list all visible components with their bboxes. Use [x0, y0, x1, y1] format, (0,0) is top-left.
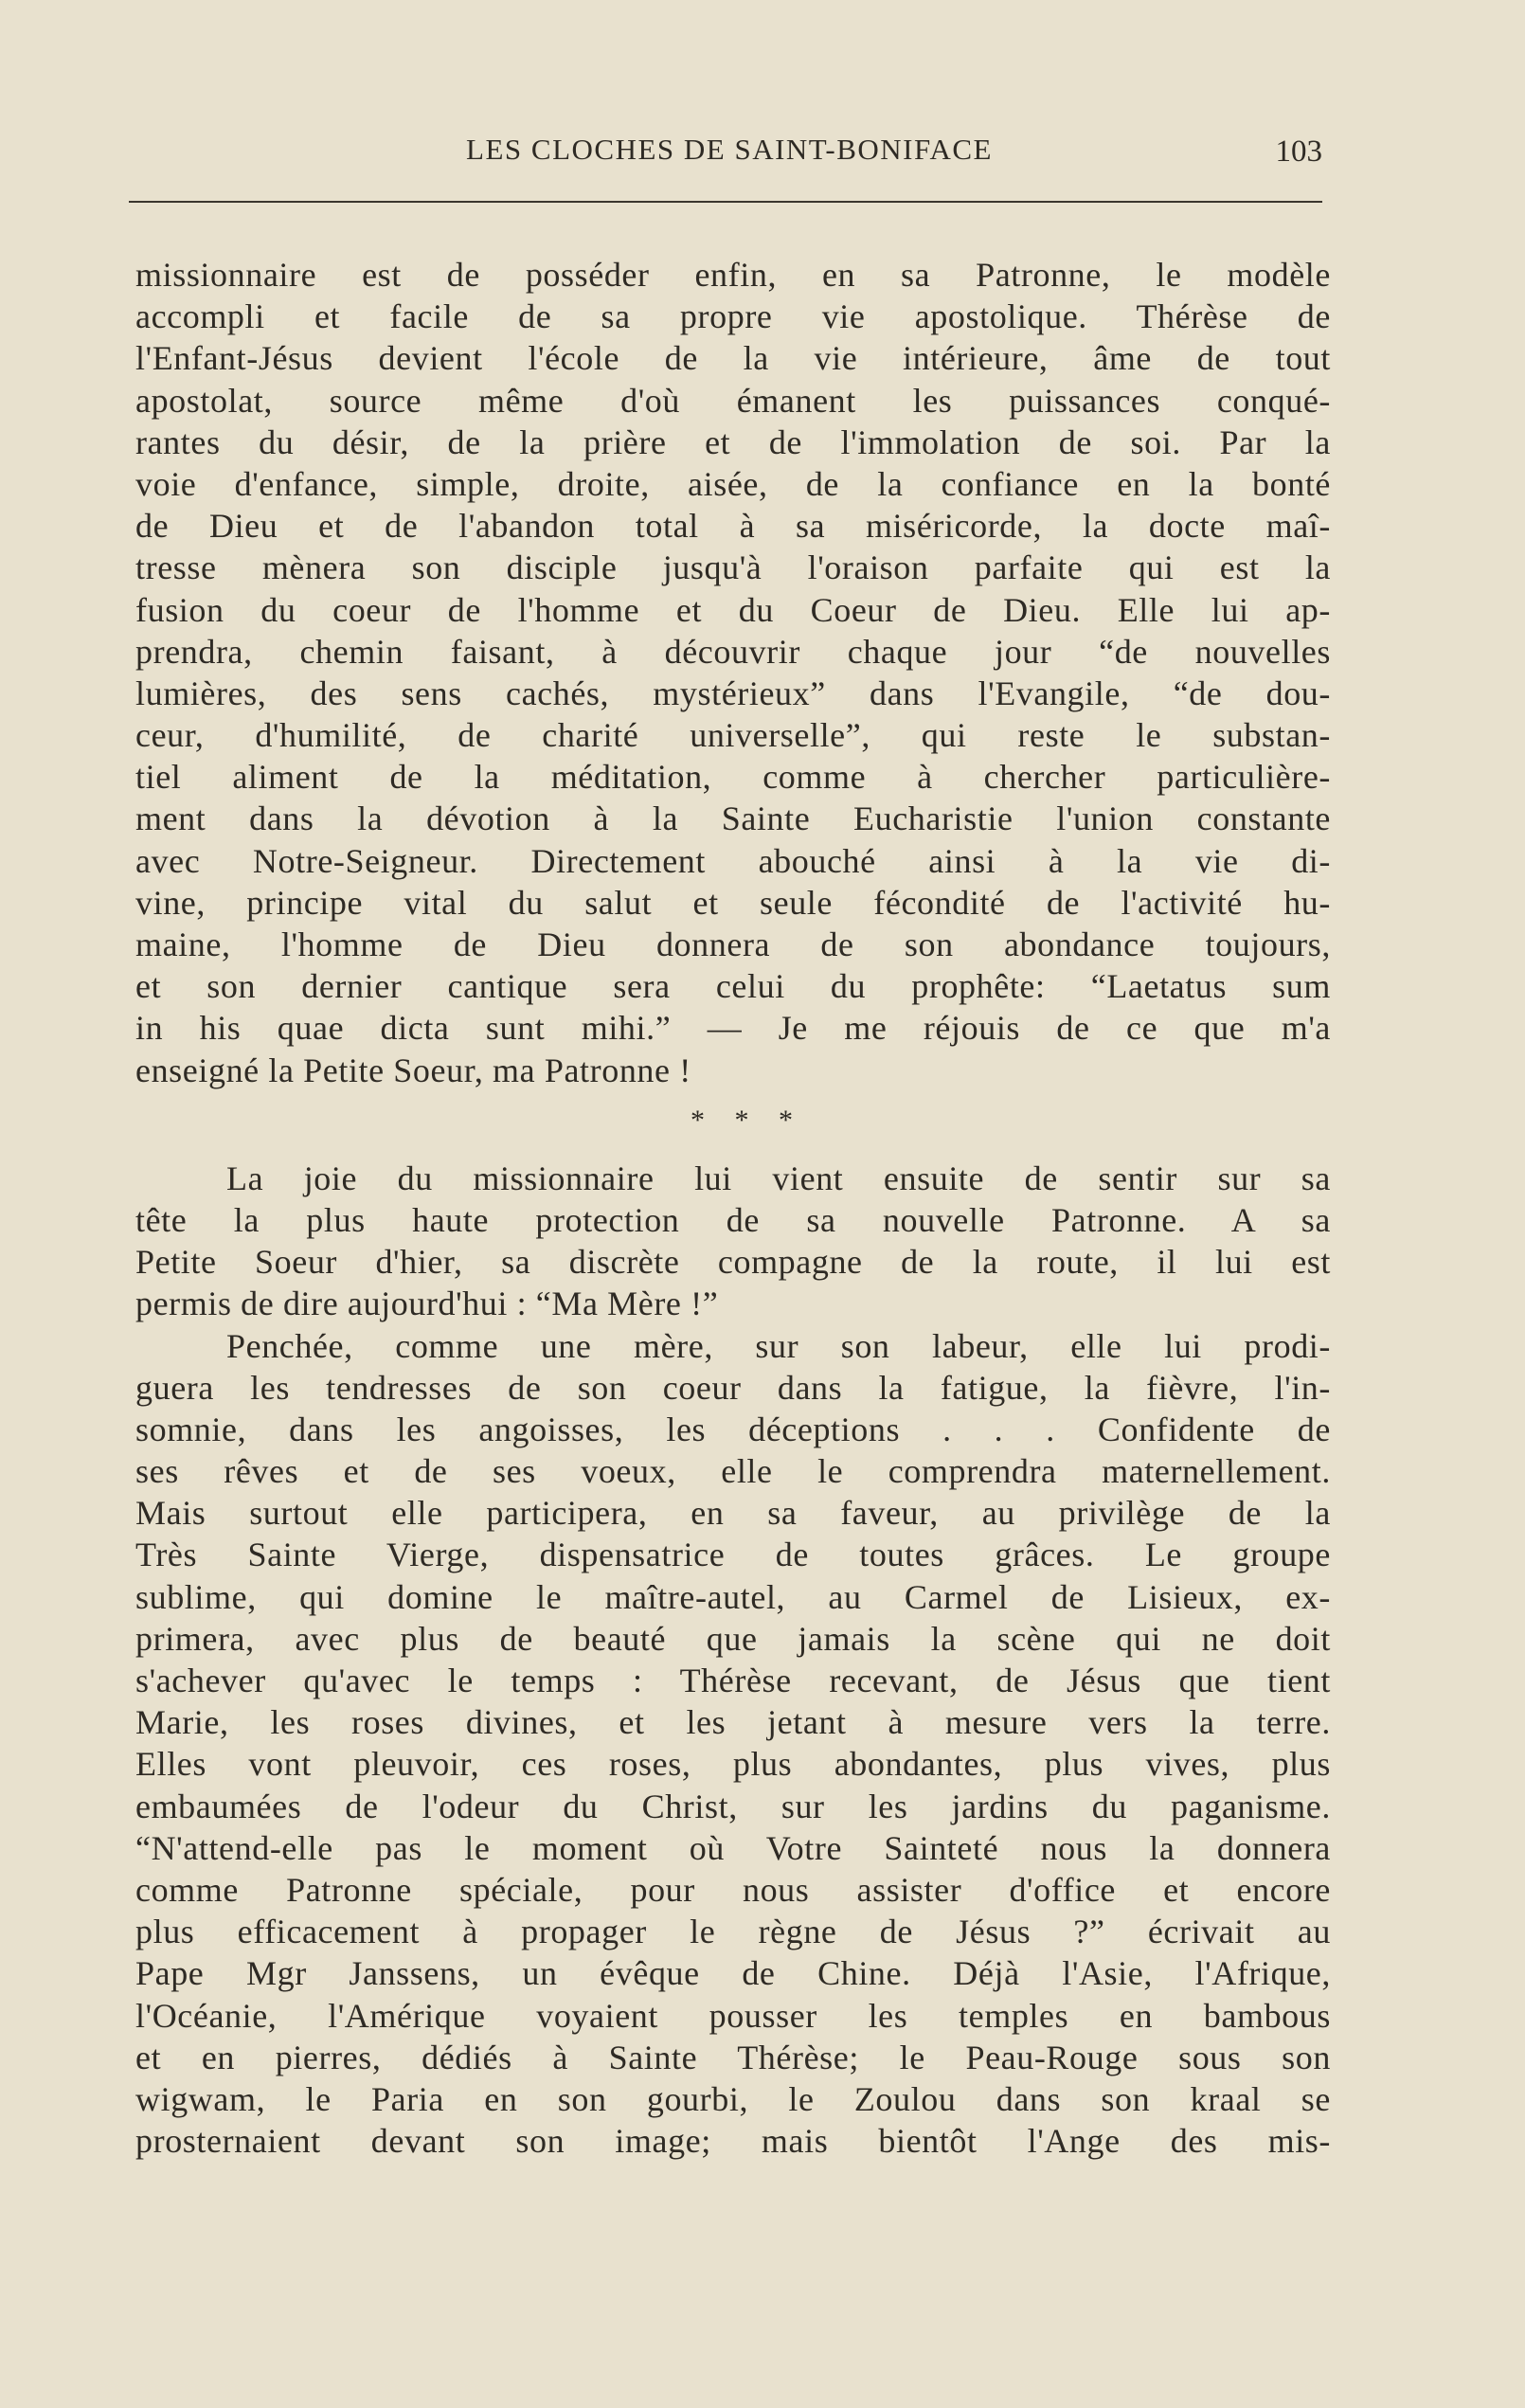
- page-number: 103: [1275, 135, 1322, 169]
- separator-gap: [135, 1150, 1331, 1158]
- text-line: ceur, d'humilité, de charité universelle”, qui reste le substan-: [135, 716, 1331, 755]
- running-head: [136, 133, 1322, 171]
- section-separator: * * *: [691, 1104, 804, 1136]
- text-line: enseigné la Petite Soeur, ma Patronne !: [135, 1051, 691, 1089]
- text-line: “N'attend-elle pas le moment où Votre Sainteté nous la donnera: [135, 1828, 1331, 1867]
- text-line: et en pierres, dédiés à Sainte Thérèse; le Peau-Rouge sous son: [135, 2038, 1331, 2076]
- text-line: vine, principe vital du salut et seule fécondité de l'activité hu-: [135, 883, 1331, 922]
- text-line: La joie du missionnaire lui vient ensuite de sentir sur sa: [226, 1159, 1331, 1197]
- text-line: sublime, qui domine le maître-autel, au Carmel de Lisieux, ex-: [135, 1577, 1331, 1616]
- text-line: tresse mènera son disciple jusqu'à l'oraison parfaite qui est la: [135, 548, 1331, 587]
- body-text: [135, 254, 1331, 2162]
- text-line: primera, avec plus de beauté que jamais la scène qui ne doit: [135, 1619, 1331, 1658]
- text-line: lumières, des sens cachés, mystérieux” dans l'Evangile, “de dou-: [135, 674, 1331, 712]
- text-line: accompli et facile de sa propre vie apostolique. Thérèse de: [135, 297, 1331, 336]
- text-line: rantes du désir, de la prière et de l'immolation de soi. Par la: [135, 422, 1331, 461]
- text-line: et son dernier cantique sera celui du prophête: “Laetatus sum: [135, 967, 1331, 1006]
- text-line: Marie, les roses divines, et les jetant à mesure vers la terre.: [135, 1703, 1331, 1742]
- text-line: in his quae dicta sunt mihi.” — Je me réjouis de ce que m'a: [135, 1009, 1331, 1048]
- text-line: de Dieu et de l'abandon total à sa miséricorde, la docte maî-: [135, 507, 1331, 546]
- text-line: ment dans la dévotion à la Sainte Eucharistie l'union constante: [135, 800, 1331, 838]
- text-line: plus efficacement à propager le règne de Jésus ?” écrivait au: [135, 1913, 1331, 1951]
- text-line: l'Océanie, l'Amérique voyaient pousser les temples en bambous: [135, 1996, 1331, 2035]
- text-line: Pape Mgr Janssens, un évêque de Chine. Déjà l'Asie, l'Afrique,: [135, 1954, 1331, 1993]
- paragraph-3: [135, 1325, 1331, 2163]
- text-line: fusion du coeur de l'homme et du Coeur de Dieu. Elle lui ap-: [135, 590, 1331, 629]
- text-line: tête la plus haute protection de sa nouvelle Patronne. A sa: [135, 1200, 1331, 1239]
- text-line: maine, l'homme de Dieu donnera de son abondance toujours,: [135, 925, 1331, 963]
- text-line: avec Notre-Seigneur. Directement abouché ainsi à la vie di-: [135, 841, 1331, 880]
- text-line: apostolat, source même d'où émanent les puissances conqué-: [135, 381, 1331, 420]
- text-line: embaumées de l'odeur du Christ, sur les jardins du paganisme.: [135, 1787, 1331, 1825]
- text-line: Penchée, comme une mère, sur son labeur, elle lui prodi-: [226, 1326, 1331, 1365]
- text-line: permis de dire aujourd'hui : “Ma Mère !”: [135, 1285, 719, 1323]
- text-line: voie d'enfance, simple, droite, aisée, de la confiance en la bonté: [135, 464, 1331, 503]
- text-line: missionnaire est de posséder enfin, en sa Patronne, le modèle: [135, 256, 1331, 294]
- text-line: s'achever qu'avec le temps : Thérèse recevant, de Jésus que tient: [135, 1662, 1331, 1699]
- text-line: comme Patronne spéciale, pour nous assister d'office et encore: [135, 1870, 1331, 1909]
- paragraph-1: [135, 254, 1331, 1091]
- text-line: Petite Soeur d'hier, sa discrète compagne de la route, il lui est: [135, 1243, 1331, 1282]
- text-line: prendra, chemin faisant, à découvrir chaque jour “de nouvelles: [135, 632, 1331, 671]
- running-title: LES CLOCHES DE SAINT-BONIFACE: [466, 133, 993, 166]
- text-line: ses rêves et de ses voeux, elle le comprendra maternellement.: [135, 1452, 1331, 1491]
- text-line: Elles vont pleuvoir, ces roses, plus abondantes, plus vives, plus: [135, 1745, 1331, 1784]
- paragraph-2: [135, 1158, 1331, 1325]
- text-line: guera les tendresses de son coeur dans la fatigue, la fièvre, l'in-: [135, 1368, 1331, 1407]
- text-line: somnie, dans les angoisses, les déceptions . . . Confidente de: [135, 1410, 1331, 1448]
- text-line: prosternaient devant son image; mais bientôt l'Ange des mis-: [135, 2122, 1331, 2161]
- text-line: l'Enfant-Jésus devient l'école de la vie intérieure, âme de tout: [135, 339, 1331, 378]
- text-line: tiel aliment de la méditation, comme à chercher particulière-: [135, 758, 1331, 797]
- text-line: Mais surtout elle participera, en sa faveur, au privilège de la: [135, 1494, 1331, 1533]
- text-line: Très Sainte Vierge, dispensatrice de toutes grâces. Le groupe: [135, 1536, 1331, 1574]
- header-rule: [129, 201, 1322, 203]
- text-line: wigwam, le Paria en son gourbi, le Zoulou dans son kraal se: [135, 2079, 1331, 2118]
